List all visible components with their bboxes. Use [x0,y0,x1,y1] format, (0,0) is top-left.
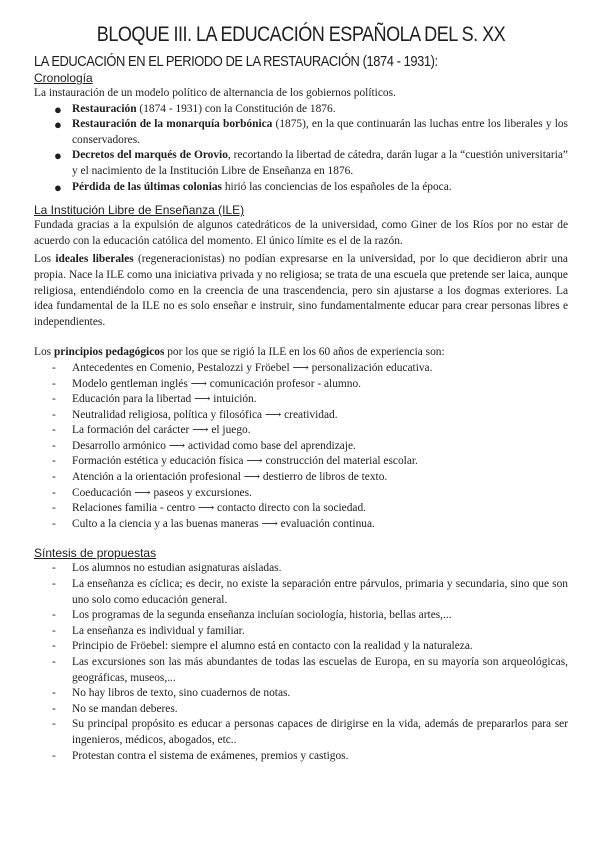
principio-item-text: Culto a la ciencia y a las buenas maneras ⟶ evaluación continua. [72,517,375,530]
sintesis-item-text: Principio de Fröebel: siempre el alumno está en contacto con la realidad y la naturaleza. [72,640,473,653]
sintesis-item-text: No se mandan deberes. [72,702,178,715]
page-title: BLOQUE III. LA EDUCACIÓN ESPAÑOLA DEL S. XX [96,23,506,46]
bullet-icon: ● [54,179,62,195]
dash-marker: - [52,749,56,762]
cronologia-item-text: (1875), en la que continuarán las luchas entre los liberales y los conservadores. [72,118,568,146]
principio-item [34,501,568,517]
principio-item-text: Modelo gentleman inglés ⟶ comunicación profesor - alumno. [72,377,361,390]
sintesis-item-text: La enseñanza es individual y familiar. [72,624,245,637]
cronologia-item [34,148,568,179]
principio-item [34,486,568,502]
dash-marker: - [52,424,56,437]
principio-item [34,361,568,377]
principio-item [34,423,568,439]
cronologia-item-bold: Decretos del marqués de Orovio [72,149,228,162]
principio-item-text: Desarrollo armónico ⟶ actividad como base del aprendizaje. [72,439,356,452]
cronologia-item [34,102,568,118]
principios-list [34,361,568,533]
bullet-icon: ● [54,117,62,133]
cronologia-item-text: , recortando la libertad de cátedra, darán lugar a la “cuestión universitaria” y el nacimiento de la Institución Libre de Enseñanza en 1876. [72,149,568,177]
sintesis-item [34,561,568,577]
dash-marker: - [52,718,56,731]
sintesis-item-text: Protestan contra el sistema de exámenes, premios y castigos. [72,749,349,762]
dash-marker: - [52,609,56,622]
principio-item [34,470,568,486]
principio-item-text: Atención a la orientación profesional ⟶ destierro de libros de texto. [72,471,388,484]
ile-heading: La Institución Libre de Enseñanza (ILE) [34,203,245,218]
sintesis-item-text: No hay libros de texto, sino cuadernos de notas. [72,687,291,700]
sintesis-item-text: Las excursiones son las más abundantes de todas las escuelas de Europa, en su mayoría son arqueológicas, geográficas, museos,... [72,656,568,684]
dash-marker: - [52,486,56,499]
principio-item-text: Coeducación ⟶ paseos y excursiones. [72,486,252,499]
sintesis-heading: Síntesis de propuestas [34,546,157,561]
cronologia-item [34,180,568,196]
principios-intro [34,345,568,361]
ile-p2-bold: ideales liberales [55,253,134,266]
dash-marker: - [52,455,56,468]
dash-marker: - [52,517,56,530]
principio-item [34,377,568,393]
dash-marker: - [52,562,56,575]
cronologia-intro: La instauración de un modelo político de alternancia de los gobiernos políticos. [34,87,396,99]
sintesis-item-text: La enseñanza es cíclica; es decir, no existe la separación entre párvulos, primaria y secundaria, sino que son uno solo como educación general. [72,578,568,606]
cronologia-item-text: (1874 - 1931) con la Constitución de 1876. [136,102,336,115]
dash-marker: - [52,656,56,668]
dash-marker: - [52,439,56,452]
cronologia-item-bold: Pérdida de las últimas colonias [72,180,222,193]
principio-item [34,517,568,533]
dash-marker: - [52,702,56,715]
cronologia-item-bold: Restauración [72,102,137,115]
principios-intro-bold: principios pedagógicos [53,346,165,359]
sintesis-item [34,577,568,608]
sintesis-item [34,608,568,624]
dash-marker: - [52,361,56,374]
sintesis-item [34,686,568,702]
bullet-icon: ● [54,101,62,117]
principio-item [34,392,568,408]
dash-marker: - [52,687,56,700]
principio-item-text: La formación del carácter ⟶ el juego. [72,424,251,437]
ile-paragraph-2 [34,252,568,330]
sintesis-list [34,561,568,764]
dash-marker: - [52,624,56,637]
cronologia-item-text: hirió las conciencias de los españoles de la época. [222,180,452,193]
dash-marker: - [52,408,56,421]
sintesis-item [34,624,568,640]
principio-item-text: Formación estética y educación física ⟶ construcción del material escolar. [72,455,418,468]
sintesis-item [34,655,568,686]
sintesis-item-text: Los alumnos no estudian asignaturas aisladas. [72,562,282,575]
sintesis-item [34,749,568,765]
dash-marker: - [52,393,56,406]
ile-p2-text-a: Los [34,253,56,266]
cronologia-item-bold: Restauración de la monarquía borbónica [72,118,273,131]
dash-marker: - [52,377,56,390]
dash-marker: - [52,502,56,515]
principio-item-text: Relaciones familia - centro ⟶ contacto directo con la sociedad. [72,502,367,515]
principio-item-text: Educación para la libertad ⟶ intuición. [72,393,257,406]
bullet-icon: ● [54,148,62,164]
dash-marker: - [52,640,56,653]
dash-marker: - [52,578,56,591]
sintesis-item [34,717,568,748]
ile-p2-text-b: (regeneracionistas) no podían expresarse en la universidad, por lo que decidieron abrir una propia. Nace la ILE como una iniciativa privada y no religiosa; se trata de una escuela que pretende ser laica, aunque religiosa, entendiéndolo como en la creencia de una trascendencia, pero sin ajustarse a los dogmas exteriores. La idea fundamental de la ILE no es solo enseñar e instruir, sino fundamentalmente educar para crear personas libres e independientes. [34,253,568,328]
principio-item-text: Neutralidad religiosa, política y filosófica ⟶ creatividad. [72,408,338,421]
sintesis-item-text: Los programas de la segunda enseñanza incluían sociología, historia, bellas artes,... [72,609,452,622]
cronologia-heading: Cronología [34,71,93,85]
principio-item [34,454,568,470]
cronologia-list [34,102,568,196]
ile-paragraph-1: Fundada gracias a la expulsión de algunos catedráticos de la universidad, como Giner de los Ríos por no estar de acuerdo con la educación católica del momento. El único límite es el de la razón. [34,219,568,247]
sintesis-item-text: Su principal propósito es educar a personas capaces de dirigirse en la vida, además de prepararlos para ser ingenieros, médicos, abogados, etc.. [72,718,568,746]
sintesis-item [34,702,568,718]
sintesis-item [34,639,568,655]
principio-item-text: Antecedentes en Comenio, Pestalozzi y Fröebel ⟶ personalización educativa. [72,361,433,374]
principios-intro-b: por los que se rigió la ILE en los 60 años de experiencia son: [164,346,445,359]
principio-item [34,408,568,424]
principio-item [34,439,568,455]
dash-marker: - [52,471,56,484]
principios-intro-a: Los [34,346,54,359]
cronologia-item [34,117,568,148]
section-title: LA EDUCACIÓN EN EL PERIODO DE LA RESTAURACIÓN (1874 - 1931): [34,53,438,70]
